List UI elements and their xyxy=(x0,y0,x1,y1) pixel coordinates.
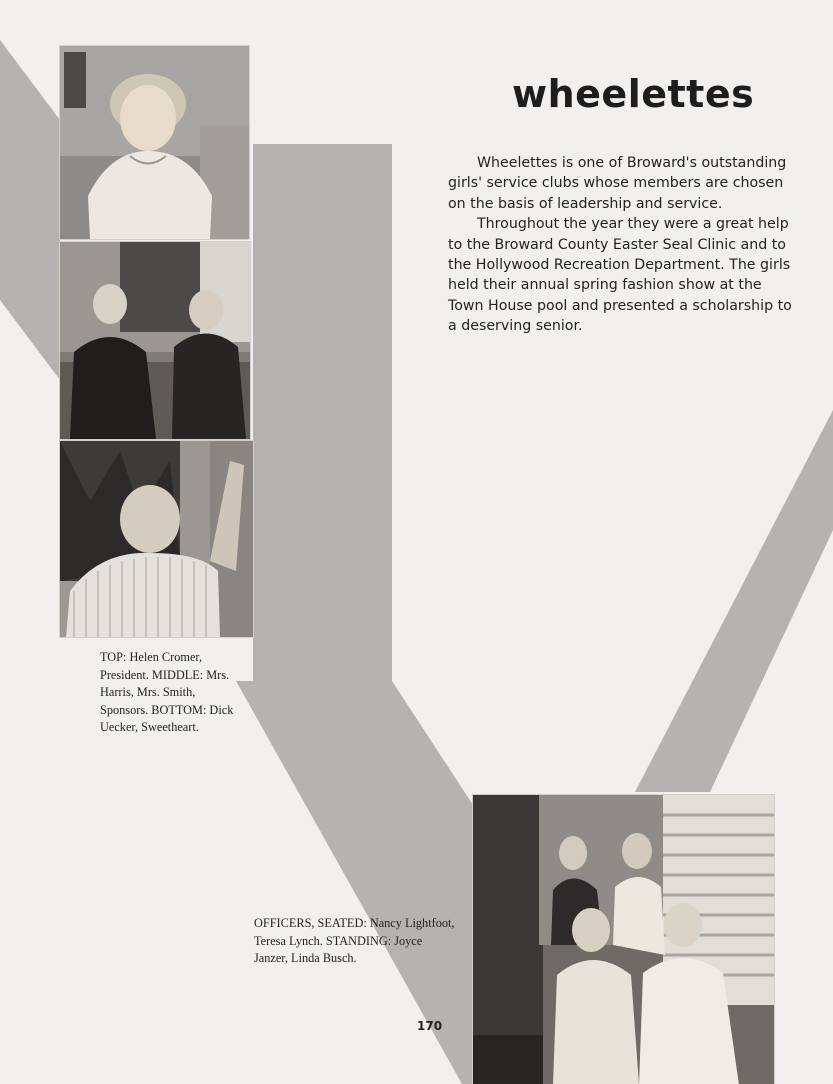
photo-middle-sponsors xyxy=(59,241,251,440)
left-band xyxy=(0,40,60,380)
photo-top-president xyxy=(59,45,250,240)
page-number: 170 xyxy=(417,1019,443,1033)
photo-bottom-sweetheart xyxy=(59,440,254,638)
page-title: wheelettes xyxy=(512,72,755,116)
paragraph-2: Throughout the year they were a great help to the Broward County Easter Seal Clinic and to the Hollywood Recreation Department. The girls held their annual spring fashion show at the Town House pool and presented a scholarship to a deserving senior. xyxy=(448,216,792,335)
photo-officers xyxy=(472,794,775,1084)
right-diagonal-band xyxy=(635,410,833,792)
paragraph-1: Wheelettes is one of Broward's outstanding girls' service clubs whose members are chosen on the basis of leadership and service. xyxy=(448,155,787,212)
article-body xyxy=(448,153,798,337)
caption-officers: OFFICERS, SEATED: Nancy Lightfoot, Teresa Lynch. STANDING: Joyce Janzer, Linda Busch. xyxy=(254,916,455,966)
caption-left-photos: TOP: Helen Cromer, President. MIDDLE: Mrs. Harris, Mrs. Smith, Sponsors. BOTTOM: Dick Uecker, Sweetheart. xyxy=(100,650,234,735)
center-rect xyxy=(253,144,392,681)
